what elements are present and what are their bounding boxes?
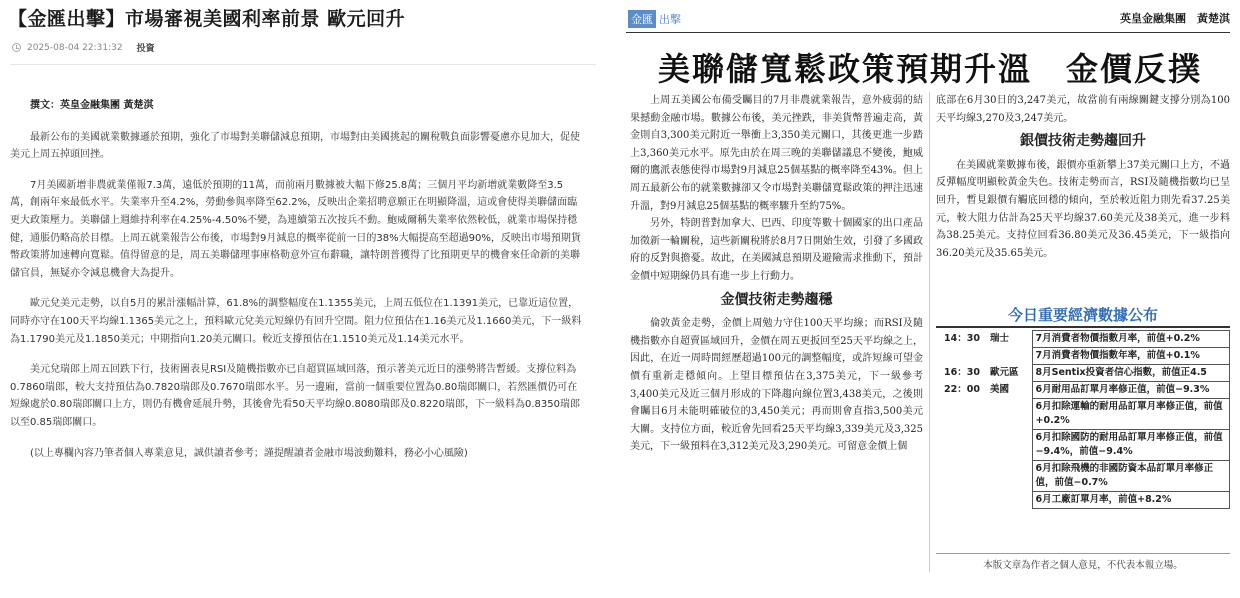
- article-author: 撰文：英皇金融集團 黃楚淇: [30, 100, 154, 111]
- calendar-time: 22：00: [944, 383, 980, 395]
- clipping-paragraph: 底部在6月30日的3,247美元，故當前有兩線關鍵支撐分別為100天平均線3,270及3,247美元。: [936, 95, 1230, 124]
- clipping-footer: 本版文章為作者之個人意見，不代表本報立場。: [936, 553, 1230, 571]
- brand-label-a: 金匯: [628, 10, 656, 28]
- divider: [626, 32, 1230, 33]
- calendar-item: 7月消費者物價指數年率，前值+0.1%: [1032, 348, 1230, 365]
- category-link[interactable]: 投資: [136, 44, 155, 54]
- article-paragraph: 美元兌瑞郎上周五回跌下行，技術圖表見RSI及隨機指數亦已自超買區域回落，預示著美元近日的漲勢將告暫緩。支撐位料為0.7860瑞郎，較大支持預估為0.7820瑞郎及0.7670瑞郎水平。另一邊廂，當前一個重要位置為0.80瑞郎關口，若然匯價仍可在短線處於0.80瑞郎關口上方，則仍有機會延展升勢，其後會先看50天平均線0.8080瑞郎及0.8220瑞郎，下一級料為0.8350瑞郎以至0.85瑞郎關口。: [10, 364, 580, 428]
- article-paragraph: 7月美國新增非農就業僅報7.3萬，遠低於預期的11萬，而前兩月數據被大幅下修25.8萬；三個月平均新增就業數降至3.5萬，創兩年來最低水平。失業率升至4.2%，勞動參與率降至62.2%，反映出企業招聘意願正在明顯降溫，這或會使得美聯儲面臨更大政策壓力。美聯儲上週維持利率在4.25%-4.50%不變，為連續第五次按兵不動。鮑威爾稱失業率依然較低，就業市場保持穩健，通脹仍略高於目標。上周五就業報告公布後，市場對9月減息的概率從前一日的38%大幅提高至超過90%，反映出市場預期貨幣政策將加速轉向寬鬆。值得留意的是，周五美聯儲理事庫格勒意外宣布辭職，讓特朗普獲得了比預期更早的機會來任命新的美聯儲官員，無疑亦令減息機會大為提升。: [10, 179, 581, 279]
- article-disclaimer: (以上專欄內容乃筆者個人專業意見，誠供讀者參考；謹提醒讀者金融市場波動難料，務必小心風險): [30, 447, 468, 459]
- calendar-title: 今日重要經濟數據公布: [1007, 306, 1158, 324]
- clipping-paragraph: 上周五美國公布備受矚目的7月非農就業報告，意外疲弱的結果撼動金融市場。數據公布後，美元挫跌，非美貨幣普遍走高，黃金則自3,300美元附近一舉衝上3,350美元關口，其後更進一步踏上3,360美元水平。原先由於在周三晚的美聯儲議息不變後，鮑威爾的鷹派表態使得市場對9月減息25個基點的概率降至43%。但上周五最新公布的就業數據卻又令市場對美聯儲寬鬆政策的押注迅速升溫，對9月減息25個基點的概率驟升至約75%。: [630, 95, 923, 212]
- clock-icon: [12, 43, 21, 52]
- calendar-country: 歐元區: [990, 366, 1019, 378]
- calendar-time: 14：30: [944, 332, 980, 344]
- clipping-byline: 英皇金融集團 黃楚淇: [1120, 12, 1230, 25]
- calendar-country: 瑞士: [990, 332, 1010, 344]
- column-brand: [628, 10, 684, 28]
- article-body: [10, 97, 582, 475]
- article-title: 【金匯出擊】市場審視美國利率前景 歐元回升: [8, 8, 406, 30]
- column-rule: [929, 92, 930, 572]
- brand-label-b: 出擊: [659, 13, 681, 26]
- article-meta: [12, 41, 155, 54]
- calendar-item: 6月工廠訂單月率，前值+8.2%: [1032, 492, 1230, 509]
- clipping-column-1: [630, 92, 923, 456]
- calendar-country: 美國: [990, 383, 1010, 395]
- article-timestamp: 2025-08-04 22:31:32: [27, 42, 123, 53]
- calendar-item: 6月扣除飛機的非國防資本品訂單月率修正值，前值−0.7%: [1032, 461, 1230, 492]
- calendar-time: 16：30: [944, 366, 980, 378]
- section-heading: 銀價技術走勢趨回升: [1020, 133, 1146, 150]
- table-row: [936, 365, 1230, 382]
- clipping-paragraph: 在美國就業數據布後，銀價亦重新攀上37美元關口上方，不過反彈幅度明顯較黃金失色。技術走勢而言，RSI及隨機指數均已呈回升，暫見銀價有觸底回穩的傾向，至於較近阻力則先看37.25美元，較大阻力估計為25天平均線37.60美元及38美元，進一步料為38.25美元。支持位回看36.80美元及36.45美元，下一級指向36.20美元及35.65美元。: [936, 159, 1230, 259]
- section-heading: 金價技術走勢趨穩: [720, 291, 833, 308]
- clipping-paragraph: 另外，特朗普對加拿大、巴西、印度等數十個國家的出口產品加徵新一輪關稅，這些新關稅將於8月7日開始生效，引發了多國政府的反對與擔憂。故此，在美國減息預期及避險需求推動下，預計金價中短期線仍具有進一步上行動力。: [630, 218, 923, 282]
- web-article: [0, 0, 610, 598]
- table-row: [936, 382, 1230, 399]
- calendar-table: [936, 330, 1230, 509]
- divider: [10, 64, 596, 65]
- clipping-paragraph: 倫敦黃金走勢，金價上周勉力守住100天平均線；而RSI及隨機指數亦自超賣區域回升，金價在周五更扳回至25天平均線之上，因此，在近一周時間經歷超過100元的調整幅度，或許短線可望金價有重新走穩傾向。上望目標預估在3,375美元，下一級參考3,400美元及近三個月形成的下降趨向線位置3,438美元，之後則會矚目6月未能明確破位的3,450美元；再而則會直指3,500美元大關。支持位方面，較近會先回看25天平均線3,339美元及3,325美元，下一級預料在3,312美元及3,290美元。可留意金價上個: [630, 318, 923, 453]
- newspaper-clipping: [620, 0, 1240, 598]
- divider: [936, 326, 1230, 328]
- calendar-item: 8月Sentix投資者信心指數，前值正4.5: [1032, 365, 1230, 382]
- calendar-item: 6月扣除國防的耐用品訂單月率修正值，前值−9.4%，前值−9.4%: [1032, 430, 1230, 461]
- calendar-item: 6月耐用品訂單月率修正值，前值−9.3%: [1032, 382, 1230, 399]
- clipping-column-2: [936, 92, 1230, 262]
- article-paragraph: 歐元兌美元走勢，以自5月的累計漲幅計算，61.8%的調整幅度在1.1355美元，上周五低位在1.1391美元，已靠近這位置，同時亦守在100天平均線1.1365美元之上，預料歐元兌美元短線仍有回升空間。阻力位預估在1.16美元及1.1660美元，下一級料為1.1790美元及1.1850美元；中期指向1.20美元關口。較近支撐預估在1.1510美元及1.14美元水平。: [10, 298, 582, 345]
- table-row: [936, 331, 1230, 348]
- calendar-item: 7月消費者物價指數月率，前值+0.2%: [1032, 331, 1230, 348]
- clipping-headline: 美聯儲寬鬆政策預期升溫 金價反撲: [657, 50, 1202, 88]
- calendar-item: 6月扣除運輸的耐用品訂單月率修正值，前值+0.2%: [1032, 399, 1230, 430]
- article-paragraph: 最新公布的美國就業數據遜於預期，強化了市場對美聯儲減息預期，市場對由美國挑起的關稅戰負面影響憂慮亦見加大，促使美元上周五掉頭回挫。: [10, 131, 580, 161]
